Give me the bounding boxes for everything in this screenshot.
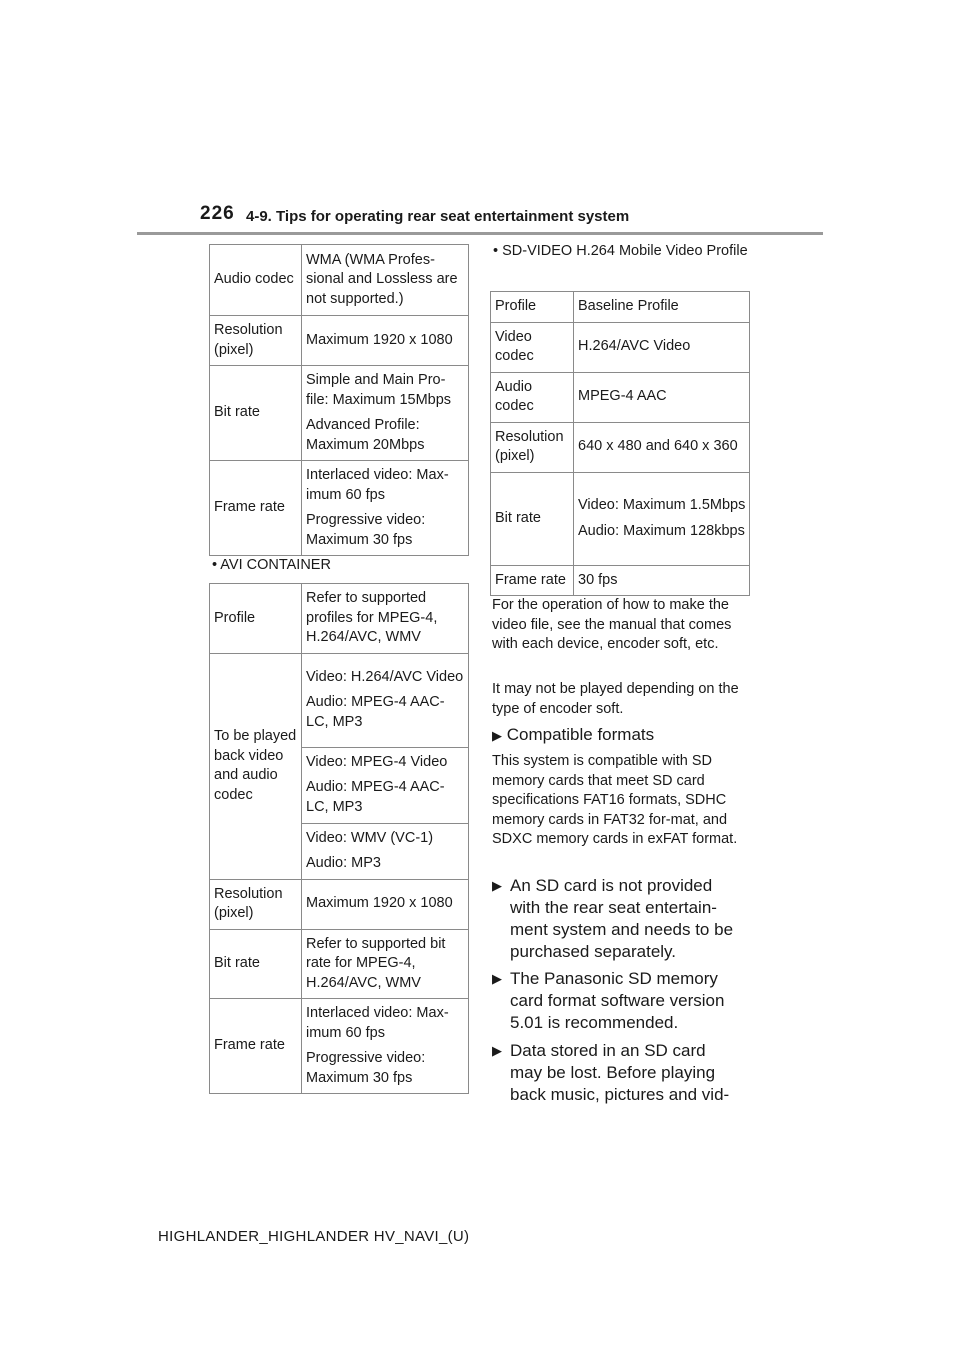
spec-value xyxy=(302,316,469,366)
spec-key: To be played back video and audio codec xyxy=(210,653,302,879)
avi-spec-table xyxy=(209,583,469,1094)
spec-key: Profile xyxy=(491,292,574,323)
note-text: The Panasonic SD memory card format software version 5.01 is recommended. xyxy=(510,969,725,1032)
spec-value-text: Refer to supported bit rate for MPEG-4, H.264/AVC, WMV xyxy=(306,935,446,991)
spec-key: Audio codec xyxy=(491,372,574,422)
spec-value-text: Progressive video: Maximum 30 fps xyxy=(306,1050,426,1086)
sd-video-heading: • SD-VIDEO H.264 Mobile Video Profile xyxy=(493,243,748,259)
spec-value xyxy=(574,322,750,372)
spec-value-text: MPEG-4 AAC xyxy=(578,388,667,405)
spec-key: Frame rate xyxy=(210,999,302,1094)
spec-key: Resolution (pixel) xyxy=(491,422,574,472)
note-text: An SD card is not provided with the rear seat entertain-ment system and needs to be purchased separately. xyxy=(510,876,734,961)
spec-value xyxy=(574,565,750,596)
spec-value-text: Simple and Main Pro-file: Maximum 15Mbps xyxy=(306,372,452,408)
triangle-bullet-icon: ▶ xyxy=(492,1043,502,1058)
spec-value xyxy=(302,366,469,461)
page-number: 226 xyxy=(200,203,235,224)
spec-key: Bit rate xyxy=(210,929,302,999)
spec-key: Frame rate xyxy=(491,565,574,596)
spec-value-text: Video: Maximum 1.5Mbps xyxy=(578,497,746,513)
spec-value-text: Interlaced video: Max-imum 60 fps xyxy=(306,1005,449,1041)
spec-value xyxy=(302,929,469,999)
triangle-bullet-icon: ▶ xyxy=(492,878,502,893)
spec-key: Video codec xyxy=(491,322,574,372)
spec-value xyxy=(302,461,469,556)
header-divider xyxy=(137,232,823,235)
sd-card-note xyxy=(492,875,742,963)
spec-value-text: Audio: MPEG-4 AAC-LC, MP3 xyxy=(306,779,445,815)
spec-value-text: Video: MPEG-4 Video xyxy=(306,753,448,770)
spec-key: Audio codec xyxy=(210,245,302,316)
spec-value xyxy=(574,422,750,472)
spec-value-text: 640 x 480 and 640 x 360 xyxy=(578,438,738,455)
spec-value-text: WMA (WMA Profes-sional and Lossless are not supported.) xyxy=(306,251,458,307)
spec-value xyxy=(574,292,750,323)
spec-key: Bit rate xyxy=(210,366,302,461)
compatible-formats-text: This system is compatible with SD memory cards that meet SD card specifications FAT16 formats, SDHC memory cards in FAT32 for-mat, and SDXC memory cards in exFAT format. xyxy=(492,753,738,847)
table-row xyxy=(210,879,469,929)
spec-value xyxy=(302,653,469,747)
spec-value-text: Maximum 1920 x 1080 xyxy=(306,331,453,348)
spec-value-text: Audio: MP3 xyxy=(306,855,381,871)
table-row xyxy=(210,245,469,316)
spec-value-text: 30 fps xyxy=(578,571,618,588)
triangle-bullet-icon: ▶ xyxy=(492,971,502,986)
table-row xyxy=(210,366,469,461)
section-title: 4-9. Tips for operating rear seat entertainment system xyxy=(246,208,630,225)
triangle-bullet-icon: ▶ xyxy=(492,728,502,743)
spec-value-text: Progressive video: Maximum 30 fps xyxy=(306,512,426,548)
table-row xyxy=(210,584,469,654)
spec-key: Resolution (pixel) xyxy=(210,316,302,366)
table-row xyxy=(491,422,750,472)
spec-key: Frame rate xyxy=(210,461,302,556)
data-loss-note xyxy=(492,1040,742,1106)
spec-value xyxy=(302,879,469,929)
spec-value-text: H.264/AVC Video xyxy=(578,338,691,355)
spec-value xyxy=(574,472,750,565)
spec-value-text: Maximum 1920 x 1080 xyxy=(306,895,453,912)
footer-model-code: HIGHLANDER_HIGHLANDER HV_NAVI_(U) xyxy=(158,1228,470,1245)
spec-value-text: Video: H.264/AVC Video xyxy=(306,668,464,685)
table-row xyxy=(210,653,469,747)
spec-value xyxy=(574,372,750,422)
spec-value xyxy=(302,823,469,879)
format-software-note xyxy=(492,968,742,1034)
table-row xyxy=(491,372,750,422)
table-row xyxy=(210,929,469,999)
spec-value xyxy=(302,999,469,1094)
spec-value-text: Video: WMV (VC-1) xyxy=(306,829,434,846)
table-row xyxy=(210,316,469,366)
sd-video-spec-table xyxy=(490,291,750,596)
spec-value-text: Interlaced video: Max-imum 60 fps xyxy=(306,467,449,503)
spec-value xyxy=(302,245,469,316)
spec-key: Profile xyxy=(210,584,302,654)
spec-value-text: Advanced Profile: Maximum 20Mbps xyxy=(306,417,425,453)
table-row xyxy=(491,322,750,372)
table-row xyxy=(210,461,469,556)
spec-value-text: Refer to supported profiles for MPEG-4, H.264/AVC, WMV xyxy=(306,590,438,645)
avi-container-heading: • AVI CONTAINER xyxy=(212,557,331,573)
table-row xyxy=(210,999,469,1094)
compatible-formats-heading xyxy=(492,724,654,747)
heading-text: Compatible formats xyxy=(506,725,655,744)
spec-value-text: Audio: MPEG-4 AAC-LC, MP3 xyxy=(306,694,445,730)
spec-value-text: Baseline Profile xyxy=(578,298,679,314)
encoding-note: For the operation of how to make the video file, see the manual that comes with each device, encoder soft, etc. xyxy=(492,597,732,652)
spec-value xyxy=(302,747,469,823)
table-row xyxy=(491,472,750,565)
spec-key: Resolution (pixel) xyxy=(210,879,302,929)
note-text: Data stored in an SD card may be lost. Before playing back music, pictures and vid- xyxy=(510,1041,730,1104)
spec-key: Bit rate xyxy=(491,472,574,565)
table-row xyxy=(491,565,750,596)
video-spec-table xyxy=(209,244,469,556)
spec-value xyxy=(302,584,469,654)
table-row xyxy=(491,292,750,323)
encoder-warning: It may not be played depending on the type of encoder soft. xyxy=(492,681,739,717)
spec-value-text: Audio: Maximum 128kbps xyxy=(578,522,745,539)
